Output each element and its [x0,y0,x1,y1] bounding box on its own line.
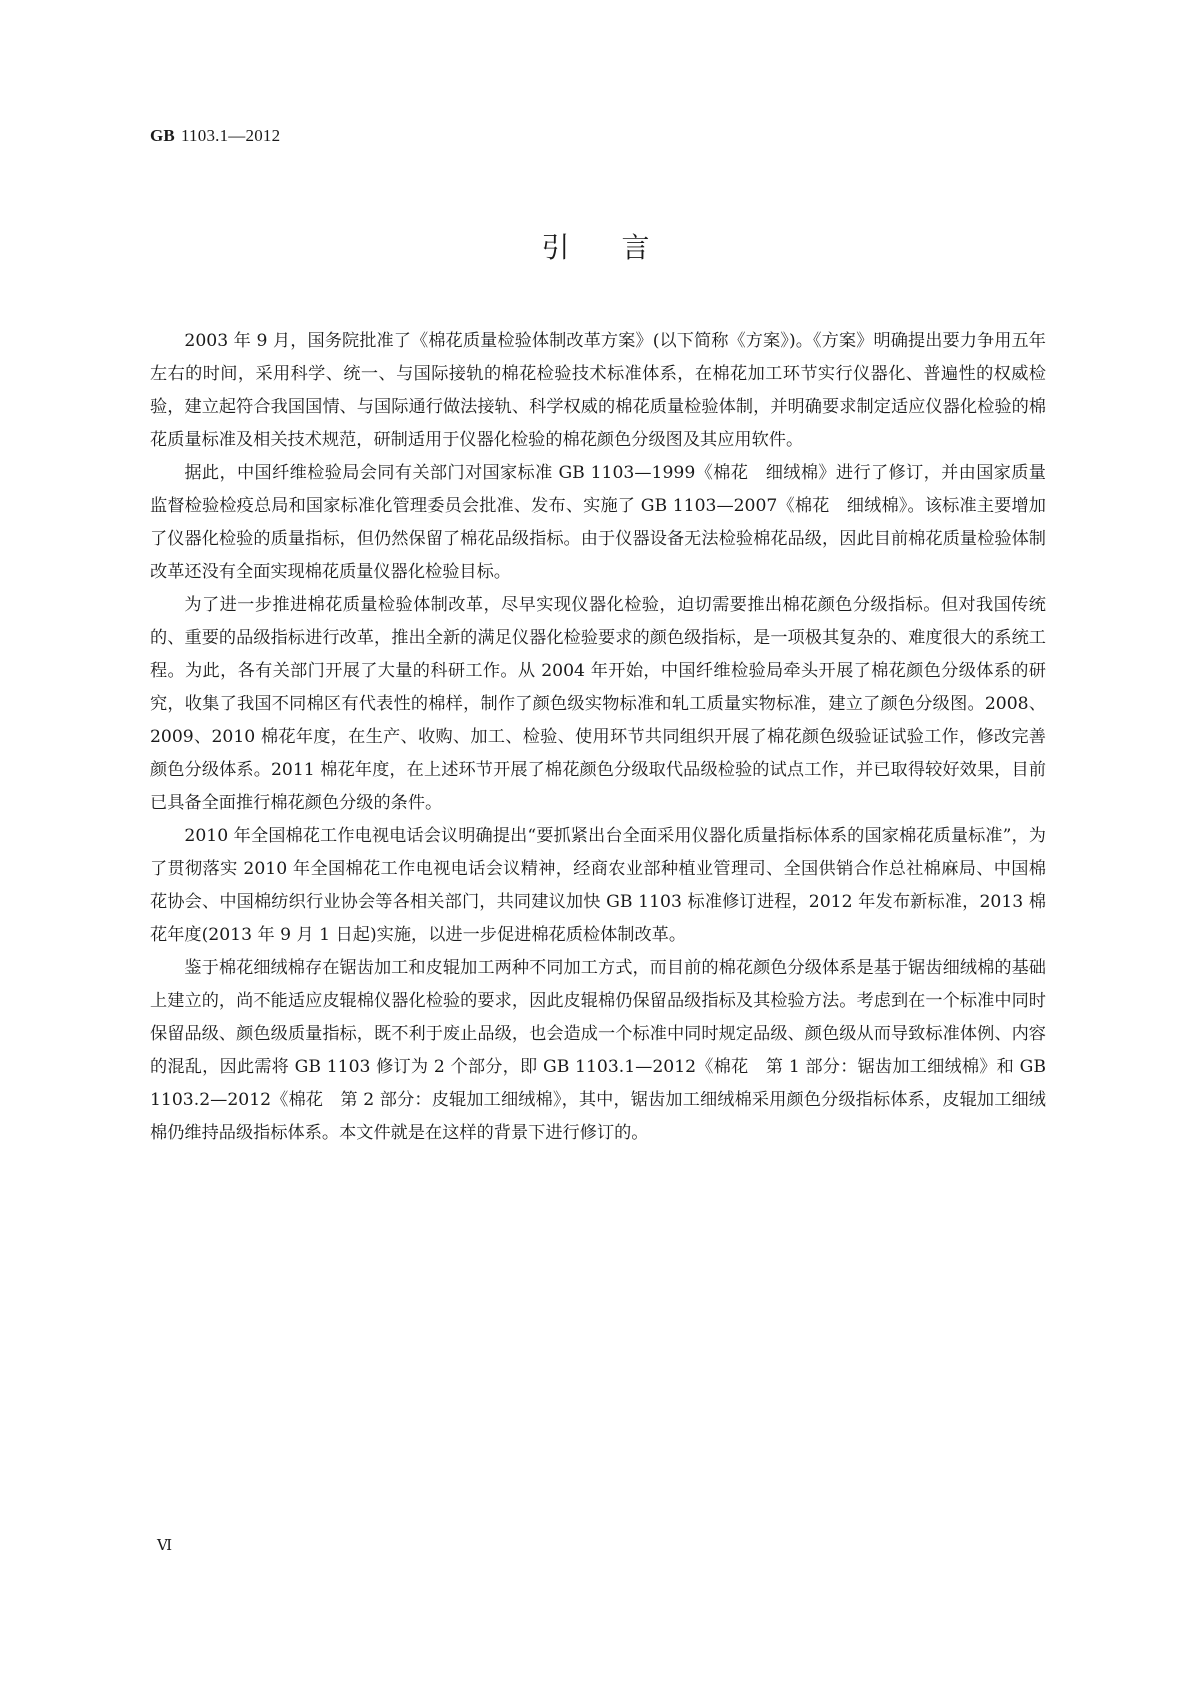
page-number: Ⅵ [157,1538,173,1554]
standard-number: 1103.1—2012 [180,126,281,145]
standard-code [150,126,280,146]
introduction-body [150,325,1046,1150]
paragraph-2: 据此，中国纤维检验局会同有关部门对国家标准 GB 1103—1999《棉花 细绒棉》进行了修订，并由国家质量监督检验检疫总局和国家标准化管理委员会批准、发布、实施了 GB 1103—2007《棉花 细绒棉》。该标准主要增加了仪器化检验的质量指标，但仍然保留了棉花品级指标。由于仪器设备无法检验棉花品级，因此目前棉花质量检验体制改革还没有全面实现棉花质量仪器化检验目标。 [150,463,1046,582]
paragraph-1: 2003 年 9 月，国务院批准了《棉花质量检验体制改革方案》(以下简称《方案》)。《方案》明确提出要力争用五年左右的时间，采用科学、统一、与国际接轨的棉花检验技术标准体系，在棉花加工环节实行仪器化、普遍性的权威检验，建立起符合我国国情、与国际通行做法接轨、科学权威的棉花质量检验体制，并明确要求制定适应仪器化检验的棉花质量标准及相关技术规范，研制适用于仪器化检验的棉花颜色分级图及其应用软件。 [150,331,1046,450]
paragraph-3: 为了进一步推进棉花质量检验体制改革，尽早实现仪器化检验，迫切需要推出棉花颜色分级指标。但对我国传统的、重要的品级指标进行改革，推出全新的满足仪器化检验要求的颜色级指标，是一项极其复杂的、难度很大的系统工程。为此，各有关部门开展了大量的科研工作。从 2004 年开始，中国纤维检验局牵头开展了棉花颜色分级体系的研究，收集了我国不同棉区有代表性的棉样，制作了颜色级实物标准和轧工质量实物标准，建立了颜色分级图。2008、2009、2010 棉花年度，在生产、收购、加工、检验、使用环节共同组织开展了棉花颜色级验证试验工作，修改完善颜色分级体系。2011 棉花年度，在上述环节开展了棉花颜色分级取代品级检验的试点工作，并已取得较好效果，目前已具备全面推行棉花颜色分级的条件。 [150,595,1046,813]
paragraph-5: 鉴于棉花细绒棉存在锯齿加工和皮辊加工两种不同加工方式，而目前的棉花颜色分级体系是基于锯齿细绒棉的基础上建立的，尚不能适应皮辊棉仪器化检验的要求，因此皮辊棉仍保留品级指标及其检验方法。考虑到在一个标准中同时保留品级、颜色级质量指标，既不利于废止品级，也会造成一个标准中同时规定品级、颜色级从而导致标准体例、内容的混乱，因此需将 GB 1103 修订为 2 个部分，即 GB 1103.1—2012《棉花 第 1 部分：锯齿加工细绒棉》和 GB 1103.2—2012《棉花 第 2 部分：皮辊加工细绒棉》，其中，锯齿加工细绒棉采用颜色分级指标体系，皮辊加工细绒棉仍维持品级指标体系。本文件就是在这样的背景下进行修订的。 [150,958,1046,1143]
paragraph-4: 2010 年全国棉花工作电视电话会议明确提出“要抓紧出台全面采用仪器化质量指标体系的国家棉花质量标准”，为了贯彻落实 2010 年全国棉花工作电视电话会议精神，经商农业部种植业管理司、全国供销合作总社棉麻局、中国棉花协会、中国棉纺织行业协会等各相关部门，共同建议加快 GB 1103 标准修订进程，2012 年发布新标准，2013 棉花年度(2013 年 9 月 1 日起)实施，以进一步促进棉花质检体制改革。 [150,826,1046,945]
section-title: 引言 [541,231,702,264]
standard-prefix: GB [150,126,175,145]
